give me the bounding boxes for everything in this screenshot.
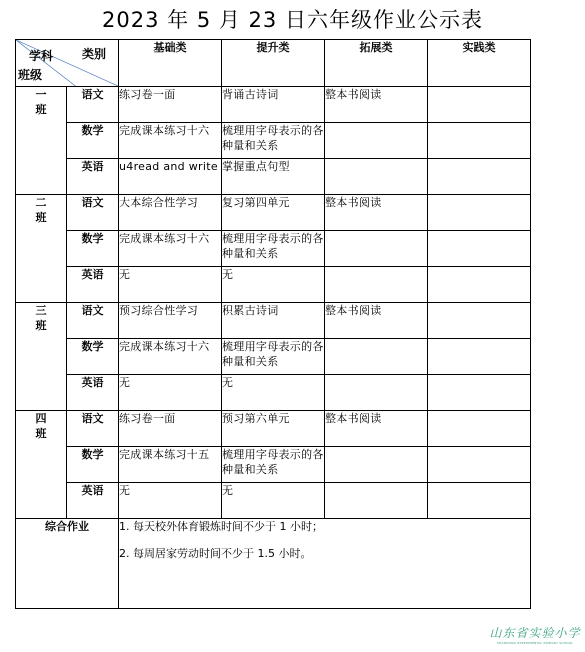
homework-cell: 无 <box>222 483 325 519</box>
subject-cell: 英语 <box>67 159 119 195</box>
homework-cell: 练习卷一面 <box>119 411 222 447</box>
homework-cell <box>325 231 428 267</box>
homework-cell <box>428 231 531 267</box>
homework-cell: 完成课本练习十六 <box>119 123 222 159</box>
corner-subject-label: 学科 <box>29 49 54 63</box>
school-logo-name: 山东省实验小学 <box>489 626 581 640</box>
subject-cell: 语文 <box>67 411 119 447</box>
homework-cell: 预习第六单元 <box>222 411 325 447</box>
subject-cell: 数学 <box>67 447 119 483</box>
table-row <box>16 375 531 411</box>
corner-category-label: 类别 <box>81 47 106 61</box>
subject-cell: 数学 <box>67 123 119 159</box>
subject-cell: 语文 <box>67 195 119 231</box>
homework-cell: 整本书阅读 <box>325 195 428 231</box>
table-row <box>16 87 531 123</box>
school-logo <box>489 624 581 645</box>
column-header-practice: 实践类 <box>428 40 531 87</box>
summary-notes <box>119 519 531 609</box>
homework-cell <box>325 159 428 195</box>
class-name-cell: 二 班 <box>16 195 67 303</box>
homework-cell <box>428 87 531 123</box>
school-logo-english: SHANDONG EXPERIMENTAL PRIMARY SCHOOL <box>496 641 574 645</box>
homework-cell: u4read and write <box>119 159 222 195</box>
table-row <box>16 231 531 267</box>
homework-cell <box>428 483 531 519</box>
subject-cell: 数学 <box>67 231 119 267</box>
homework-cell <box>428 159 531 195</box>
header-row <box>16 40 531 87</box>
homework-cell: 掌握重点句型 <box>222 159 325 195</box>
subject-cell: 数学 <box>67 339 119 375</box>
homework-cell: 大本综合性学习 <box>119 195 222 231</box>
homework-cell: 整本书阅读 <box>325 87 428 123</box>
table-row <box>16 411 531 447</box>
homework-cell: 梳理用字母表示的各种量和关系 <box>222 123 325 159</box>
homework-cell: 无 <box>222 375 325 411</box>
class-name-cell: 四 班 <box>16 411 67 519</box>
summary-row <box>16 519 531 609</box>
subject-cell: 语文 <box>67 303 119 339</box>
corner-class-label: 班级 <box>18 68 43 82</box>
homework-cell: 梳理用字母表示的各种量和关系 <box>222 447 325 483</box>
homework-cell: 梳理用字母表示的各种量和关系 <box>222 231 325 267</box>
subject-cell: 英语 <box>67 267 119 303</box>
homework-cell <box>428 303 531 339</box>
homework-cell <box>325 267 428 303</box>
table-row <box>16 195 531 231</box>
column-header-extension: 拓展类 <box>325 40 428 87</box>
homework-cell: 练习卷一面 <box>119 87 222 123</box>
homework-cell: 无 <box>119 483 222 519</box>
homework-cell <box>428 123 531 159</box>
subject-cell: 语文 <box>67 87 119 123</box>
table-row <box>16 339 531 375</box>
homework-cell <box>325 447 428 483</box>
table-row <box>16 447 531 483</box>
summary-note: 2. 每周居家劳动时间不少于 1.5 小时。 <box>119 547 312 560</box>
homework-cell: 整本书阅读 <box>325 303 428 339</box>
table-row <box>16 123 531 159</box>
table-row <box>16 303 531 339</box>
table-row <box>16 267 531 303</box>
table-row <box>16 159 531 195</box>
homework-cell: 复习第四单元 <box>222 195 325 231</box>
summary-note: 1. 每天校外体育锻炼时间不少于 1 小时； <box>119 520 323 533</box>
homework-cell: 完成课本练习十六 <box>119 339 222 375</box>
homework-cell: 背诵古诗词 <box>222 87 325 123</box>
homework-cell: 完成课本练习十六 <box>119 231 222 267</box>
homework-cell <box>325 123 428 159</box>
homework-cell: 无 <box>119 267 222 303</box>
homework-cell <box>428 267 531 303</box>
table-row <box>16 483 531 519</box>
homework-cell: 无 <box>222 267 325 303</box>
homework-cell <box>428 195 531 231</box>
class-name-cell: 三 班 <box>16 303 67 411</box>
homework-cell: 整本书阅读 <box>325 411 428 447</box>
homework-table <box>15 39 531 609</box>
subject-cell: 英语 <box>67 483 119 519</box>
page-title: 2023 年 5 月 23 日六年级作业公示表 <box>102 8 483 32</box>
homework-cell: 预习综合性学习 <box>119 303 222 339</box>
homework-cell <box>325 339 428 375</box>
column-header-basic: 基础类 <box>119 40 222 87</box>
homework-cell <box>325 375 428 411</box>
subject-cell: 英语 <box>67 375 119 411</box>
homework-cell: 积累古诗词 <box>222 303 325 339</box>
column-header-advanced: 提升类 <box>222 40 325 87</box>
homework-cell <box>325 483 428 519</box>
homework-cell <box>428 375 531 411</box>
corner-cell <box>16 40 119 87</box>
homework-cell <box>428 411 531 447</box>
homework-cell: 梳理用字母表示的各种量和关系 <box>222 339 325 375</box>
summary-label: 综合作业 <box>16 519 119 609</box>
homework-cell: 无 <box>119 375 222 411</box>
class-name-cell: 一 班 <box>16 87 67 195</box>
homework-cell <box>428 339 531 375</box>
homework-cell <box>428 447 531 483</box>
homework-cell: 完成课本练习十五 <box>119 447 222 483</box>
